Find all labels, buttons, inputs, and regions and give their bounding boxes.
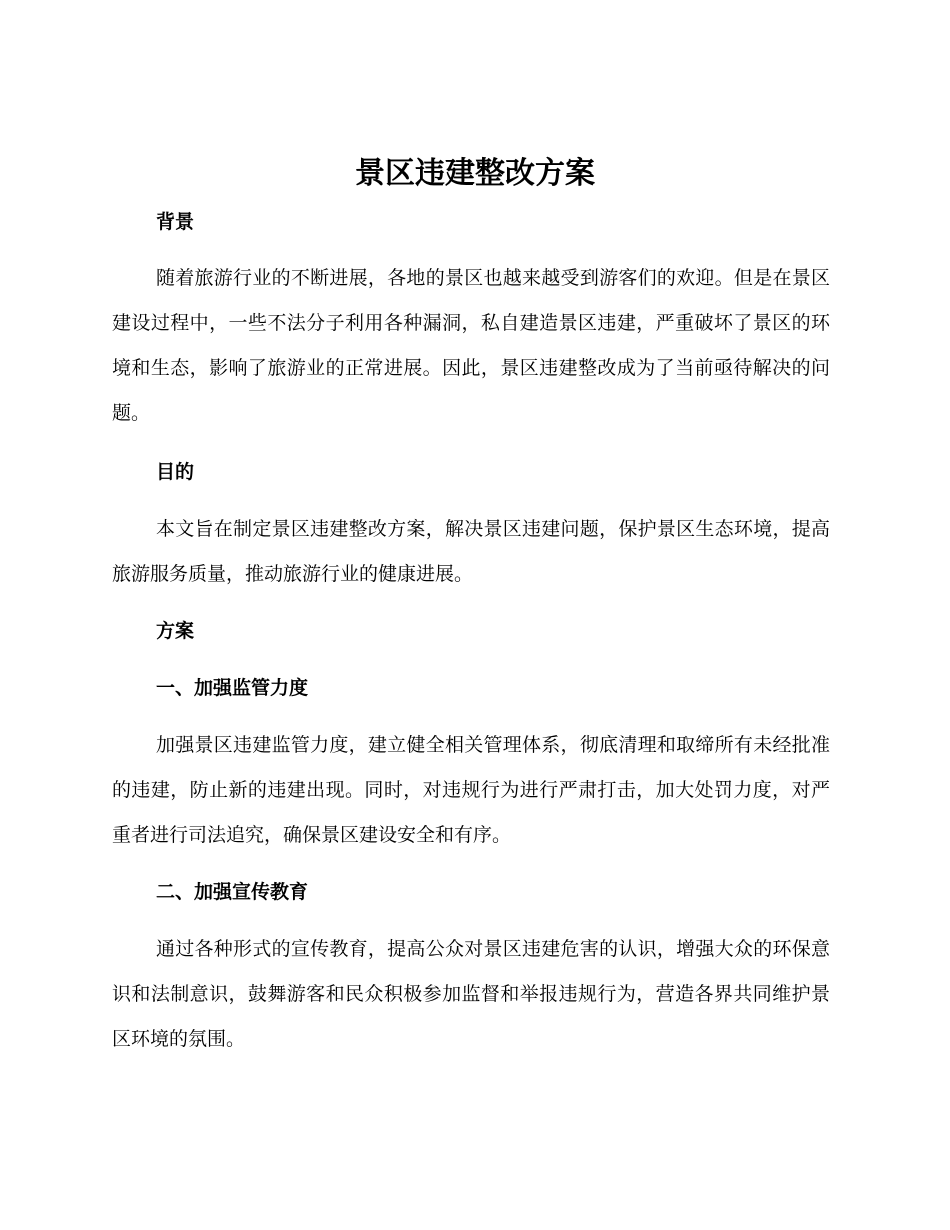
- document-title: 景区违建整改方案: [355, 156, 595, 191]
- section-heading-education: 二、加强宣传教育: [156, 881, 309, 903]
- section-paragraph-background: 随着旅游行业的不断进展，各地的景区也越来越受到游客们的欢迎。但是在景区建设过程中，一些不法分子利用各种漏洞，私自建造景区违建，严重破坏了景区的环境和生态，影响了旅游业的正常进展。因此，景区违建整改成为了当前亟待解决的问题。: [112, 267, 830, 424]
- section-heading-purpose: 目的: [156, 461, 195, 483]
- section-heading-background: 背景: [156, 211, 195, 233]
- section-paragraph-purpose: 本文旨在制定景区违建整改方案，解决景区违建问题，保护景区生态环境，提高旅游服务质量，推动旅游行业的健康进展。: [112, 518, 830, 585]
- section-heading-supervision: 一、加强监管力度: [156, 677, 309, 699]
- section-paragraph-supervision: 加强景区违建监管力度，建立健全相关管理体系，彻底清理和取缔所有未经批准的违建，防止新的违建出现。同时，对违规行为进行严肃打击，加大处罚力度，对严重者进行司法追究，确保景区建设安全和有序。: [112, 734, 830, 846]
- section-paragraph-education: 通过各种形式的宣传教育，提高公众对景区违建危害的认识，增强大众的环保意识和法制意识，鼓舞游客和民众积极参加监督和举报违规行为，营造各界共同维护景区环境的氛围。: [112, 938, 830, 1050]
- section-heading-plan: 方案: [156, 620, 195, 642]
